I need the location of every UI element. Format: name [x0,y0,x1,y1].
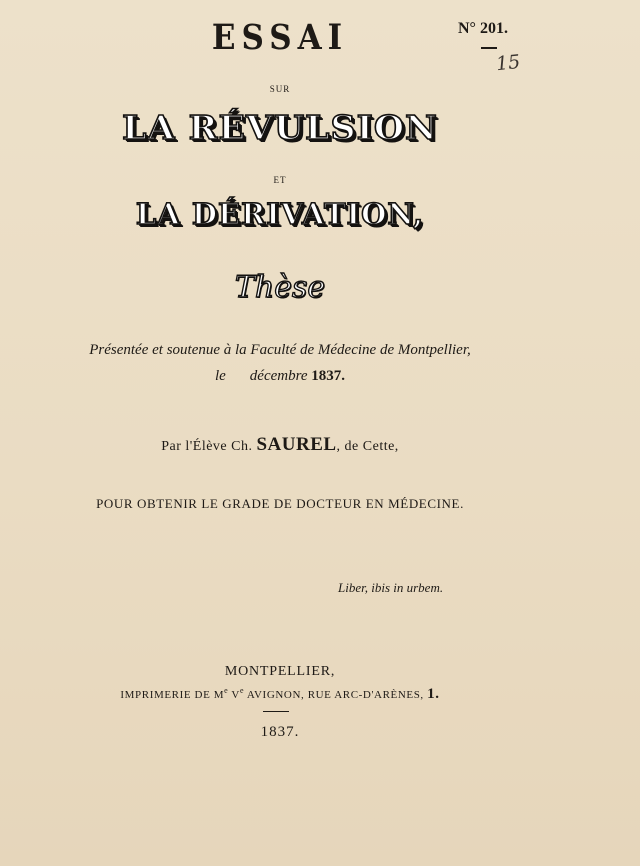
motto: Liber, ibis in urbem. [338,580,444,595]
handwritten-note: 15 [494,50,522,76]
degree-purpose: POUR OBTENIR LE GRADE DE DOCTEUR EN MÉDECINE. [96,496,464,511]
these-heading: Thèse [234,270,326,305]
printer-middle: V [228,689,240,701]
author-name: SAUREL [256,434,337,455]
main-title-derivation: LA DÉRIVATION, [135,197,425,231]
presentation-line: Présentée et soutenue à la Faculté de Médecine de Montpellier, [89,342,471,358]
printer-sup-2: e [239,686,245,695]
date-line [0,368,560,385]
catalog-number: N° 201. [458,20,508,37]
imprint-city: MONTPELLIER, [224,664,336,679]
imprint-printer [0,686,560,703]
printer-sup-1: e [224,686,229,695]
connector-sur: SUR [269,84,291,94]
date-month: décembre [249,368,308,384]
imprint-year: 1837. [260,724,300,740]
date-year: 1837. [311,368,346,384]
street-number: 1. [427,686,440,702]
author-prefix: Par l'Élève Ch. [161,439,253,454]
date-prefix: le [214,368,226,384]
main-title-revulsion: LA RÉVULSION [122,108,438,147]
printer-prefix: IMPRIMERIE DE M [120,689,225,701]
connector-et: ET [273,175,287,185]
catalog-dash [481,47,497,49]
printer-suffix: AVIGNON, RUE ARC-D'ARÈNES, [244,689,424,701]
essai-heading: ESSAI [211,17,349,59]
author-line [0,434,560,456]
imprint-divider [263,711,289,712]
author-origin: , de Cette, [336,439,399,454]
